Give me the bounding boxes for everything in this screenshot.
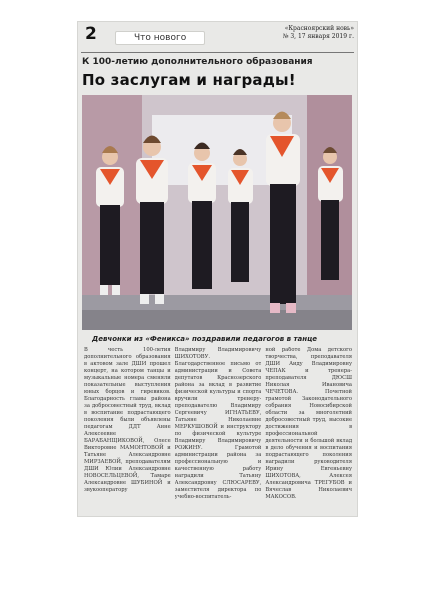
photo-caption: Девчонки из «Феникса» поздравили педагогов в танце	[92, 335, 318, 343]
paper-masthead	[283, 25, 354, 41]
section-label: Что нового	[115, 31, 205, 45]
dancer-3	[188, 143, 216, 290]
article-kicker: К 100-летию дополнительного образования	[82, 57, 313, 67]
paper-name: «Красноярский новь»	[284, 25, 354, 32]
newspaper-header	[77, 22, 358, 52]
article-body	[84, 347, 352, 512]
dance-photo	[82, 95, 352, 330]
page-number: 2	[85, 24, 97, 44]
dancer-2	[136, 136, 168, 305]
header-divider	[81, 52, 354, 53]
dance-photo-illustration	[82, 95, 352, 330]
article-column-3: ной работе Дома детского творчества, преподавателя ДШИ Аиду Владимировну ЧЕПАК и тренера-преподавателя ДЮСШ Николая Ивановича ЧЕЧЕТОВА. Почетной грамотой Законодательного собрания Новосибирской области за многолетний добросовестный труд, высокие достижения в профессиональной деятельности и большой вклад в дело обучения и воспитания подрастающего поколения наградили руководителя Ирину Евгеньевну ШИХОТОВА, Алексея Александровича ТРЕГУБОВ и Вячеслав Николаевич МАКОСОВ.	[265, 347, 353, 500]
dancer-5	[266, 112, 300, 314]
article-column-1: В честь 100-летия дополнительного образования в актовом зале ДШИ прошел концерт, на котором танцы и музыкальные номера сменяли показательные выступления юных борцов и гиревиков. Благодарность главы района за добросовестный труд, вклад в воспитание подрастающего поколения были объявлены педагогам ДДТ Анне Алексеевне БАРАБАНЩИКОВОЙ, Олесе Викторовне МАМОНТОВОЙ и Татьяне Александровне МИРЗАЕВОЙ, преподавателям ДШИ Юлии Александровне НОВОСЕЛЬЦЕВОЙ, Тамаре Александровне ШУБИНОЙ и звукооператору	[84, 347, 171, 493]
article-title: По заслугам и награды!	[82, 71, 296, 89]
dancer-1	[96, 146, 124, 295]
article-column-2: Владимиру Владимировичу ШИХОТОВУ. Благодарственное письмо от администрации и Совета депутатов Краснозерского района за вклад в развитие физической культуры и спорта вручили тренеру-преподавателю Владимиру Сергеевичу ИГНАТЬЕВУ, Татьяне Николаевне МЕРКУШОВОЙ и инструктору по физической культуре Владимиру Владимировичу РОЖИНУ. Грамотой администрации района за профессиональную и качественную работу наградили Татьяну Александровну СЛЮСАРЕВУ, заместителя директора по учебно-воспитатель-	[174, 347, 262, 500]
issue-info: № 3, 17 января 2019 г.	[282, 33, 354, 40]
